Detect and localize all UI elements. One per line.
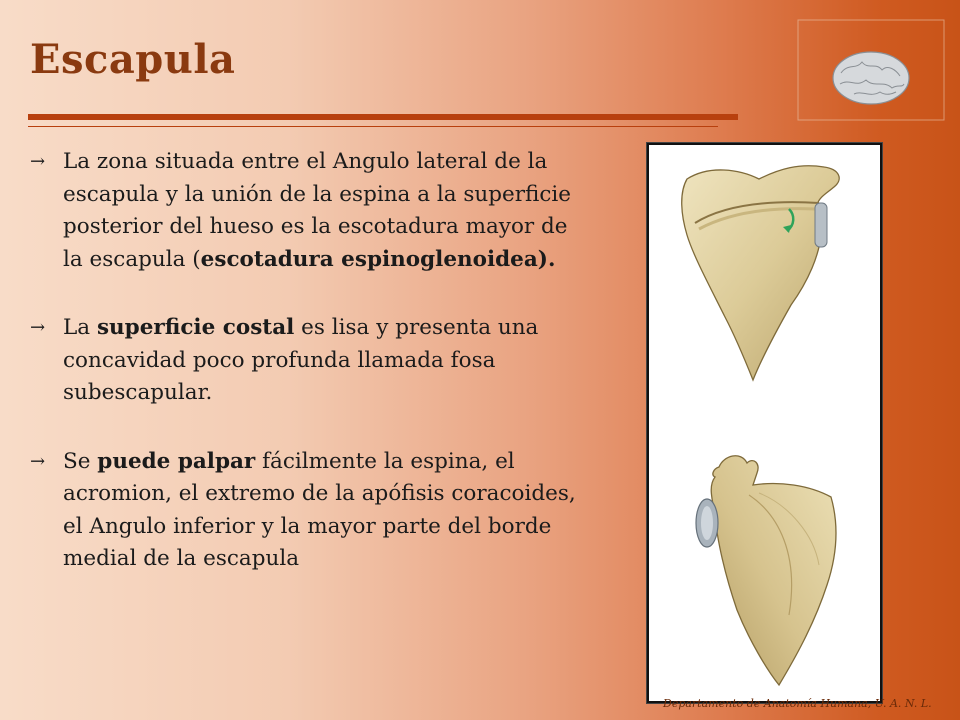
bullet-bold-segment: escotadura espinoglenoidea). [200,246,556,272]
bullet-bold-segment: puede palpar [97,448,256,474]
bullet-segment: La zona situada entre el Angulo lateral de la escapula y la unión de la espina a la superficie posterior del hueso es la escotadura mayor de la escapula ( [63,149,572,272]
bullet-segment: es lisa y presenta una concavidad poco profunda llamada fosa subescapular. [63,315,539,405]
footer-credit: Departamento de Anatomía Humana, U. A. N. L. [663,697,932,710]
bullet-item [30,312,590,410]
scapula-posterior-view [682,166,839,380]
bullet-item [30,446,590,576]
bullet-text [63,449,576,572]
arrow-bullet-icon: → [30,450,46,472]
slide-title: Escapula [30,36,236,83]
bullet-bold-segment: superficie costal [96,315,295,340]
scapula-illustration [647,143,882,703]
bullet-text [63,315,538,405]
scapula-anterior-view [696,456,836,685]
title-rule-thin [28,126,718,127]
department-logo [796,18,946,122]
title-rule-thick [28,114,738,120]
scapula-drawing [649,145,880,701]
bullet-item [30,146,590,276]
arrow-bullet-icon: → [30,317,46,338]
bullet-segment: Se [63,448,98,474]
bullet-segment: fácilmente la espina, el acromion, el extremo de la apófisis coracoides, el Angulo inferior y la mayor parte del borde medial de la escapula [63,448,576,571]
bullet-list [30,146,590,612]
arrow-bullet-icon: → [30,151,46,172]
brain-logo-icon [796,18,946,122]
bullet-segment: La [63,315,97,340]
bullet-text [63,149,571,272]
